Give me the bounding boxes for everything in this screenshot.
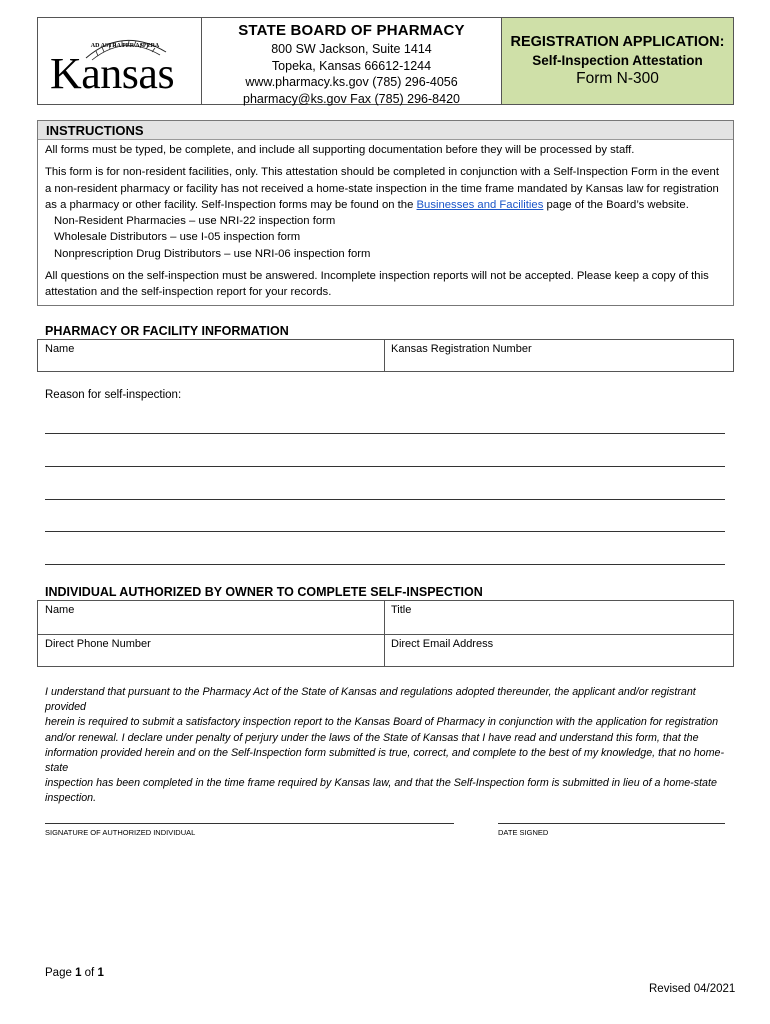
reason-line[interactable] <box>45 531 725 532</box>
page-total: 1 <box>97 967 104 979</box>
kansas-logo <box>38 18 202 104</box>
form-id-block <box>502 18 733 104</box>
attestation-line: inspection. <box>45 792 97 805</box>
individual-name-field[interactable]: Name <box>45 604 75 616</box>
attestation-text <box>45 685 735 807</box>
reason-line[interactable] <box>45 433 725 434</box>
reason-line[interactable] <box>45 499 725 500</box>
instructions-paragraph: a non-resident pharmacy or facility has not received a home-state inspection in the time frame mandated by Kansas law for registration <box>45 182 719 195</box>
board-address-block <box>202 18 502 104</box>
instructions-paragraph: All forms must be typed, be complete, and include all supporting documentation before they will be processed by staff. <box>45 144 635 156</box>
signature-line[interactable] <box>45 823 454 824</box>
facility-name-field[interactable]: Name <box>45 343 75 355</box>
date-signed-label: DATE SIGNED <box>498 828 549 837</box>
address-line: 800 SW Jackson, Suite 1414 <box>271 42 432 56</box>
instructions-paragraph <box>45 197 725 213</box>
facility-info-table <box>37 339 734 372</box>
instructions-text: page of the Board’s website. <box>543 198 689 211</box>
page-prefix: Page <box>45 967 76 979</box>
form-header <box>37 17 734 105</box>
reason-line[interactable] <box>45 564 725 565</box>
instructions-paragraph: This form is for non-resident facilities, only. This attestation should be completed in conjunction with a Self-Inspection Form in the event <box>45 166 719 179</box>
form-subtitle: Self-Inspection Attestation <box>532 53 703 68</box>
list-item: Nonprescription Drug Distributors – use NRI-06 inspection form <box>54 247 371 260</box>
date-signed-line[interactable] <box>498 823 725 824</box>
instructions-paragraph: All questions on the self-inspection must be answered. Incomplete inspection reports will not be accepted. Please keep a copy of this <box>45 270 709 283</box>
instructions-text: as a pharmacy or other facility. Self-Inspection forms may be found on the <box>45 198 417 211</box>
attestation-line: information provided herein and on the Self-Inspection form submitted is true, correct, and complete to the best of my knowledge, that no home-state <box>45 746 725 775</box>
email-fax-line: pharmacy@ks.gov Fax (785) 296-8420 <box>243 91 460 106</box>
website-phone-line: www.pharmacy.ks.gov (785) 296-4056 <box>245 75 458 89</box>
revision-date: Revised 04/2021 <box>649 983 736 995</box>
individual-section-title: INDIVIDUAL AUTHORIZED BY OWNER TO COMPLETE SELF-INSPECTION <box>45 585 483 599</box>
email-field[interactable]: Direct Email Address <box>391 638 494 650</box>
page-current: 1 <box>75 967 82 979</box>
form-number: Form N-300 <box>576 70 659 87</box>
address-line: Topeka, Kansas 66612-1244 <box>271 58 432 73</box>
registration-number-field[interactable]: Kansas Registration Number <box>391 343 532 355</box>
logo-text: Kansas <box>50 49 175 98</box>
attestation-line: and/or renewal. I declare under penalty of perjury under the laws of the State of Kansas that I have read and understand this form, that the <box>45 731 699 744</box>
list-item: Non-Resident Pharmacies – use NRI-22 inspection form <box>54 215 336 228</box>
individual-title-field[interactable]: Title <box>391 604 412 616</box>
signature-label: SIGNATURE OF AUTHORIZED INDIVIDUAL <box>45 828 196 837</box>
instructions-heading: INSTRUCTIONS <box>38 121 733 140</box>
reason-line[interactable] <box>45 466 725 467</box>
logo-motto: AD ASTRA PER ASPERA <box>90 43 160 49</box>
board-title: STATE BOARD OF PHARMACY <box>238 22 465 39</box>
list-item: Wholesale Distributors – use I-05 inspection form <box>54 231 301 244</box>
page-number <box>45 967 104 979</box>
attestation-line: inspection has been completed in the time frame required by Kansas law, and that the Self-Inspection form is submitted in lieu of a home-state <box>45 777 717 790</box>
instructions-paragraph: attestation and the self-inspection report for your records. <box>45 286 332 299</box>
form-title: REGISTRATION APPLICATION: <box>510 34 725 50</box>
facility-section-title: PHARMACY OR FACILITY INFORMATION <box>45 324 289 338</box>
phone-field[interactable]: Direct Phone Number <box>45 638 151 650</box>
individual-info-table <box>37 600 734 667</box>
instructions-box <box>37 120 734 306</box>
attestation-line: herein is required to submit a satisfactory inspection report to the Kansas Board of Pharmacy in conjunction with the application for registration <box>45 716 719 729</box>
reason-label: Reason for self-inspection: <box>45 389 182 401</box>
businesses-facilities-link[interactable]: Businesses and Facilities <box>416 198 544 211</box>
attestation-line: I understand that pursuant to the Pharmacy Act of the State of Kansas and regulations adopted thereunder, the applicant and/or registrant provided <box>45 686 696 714</box>
page-of: of <box>81 967 98 979</box>
